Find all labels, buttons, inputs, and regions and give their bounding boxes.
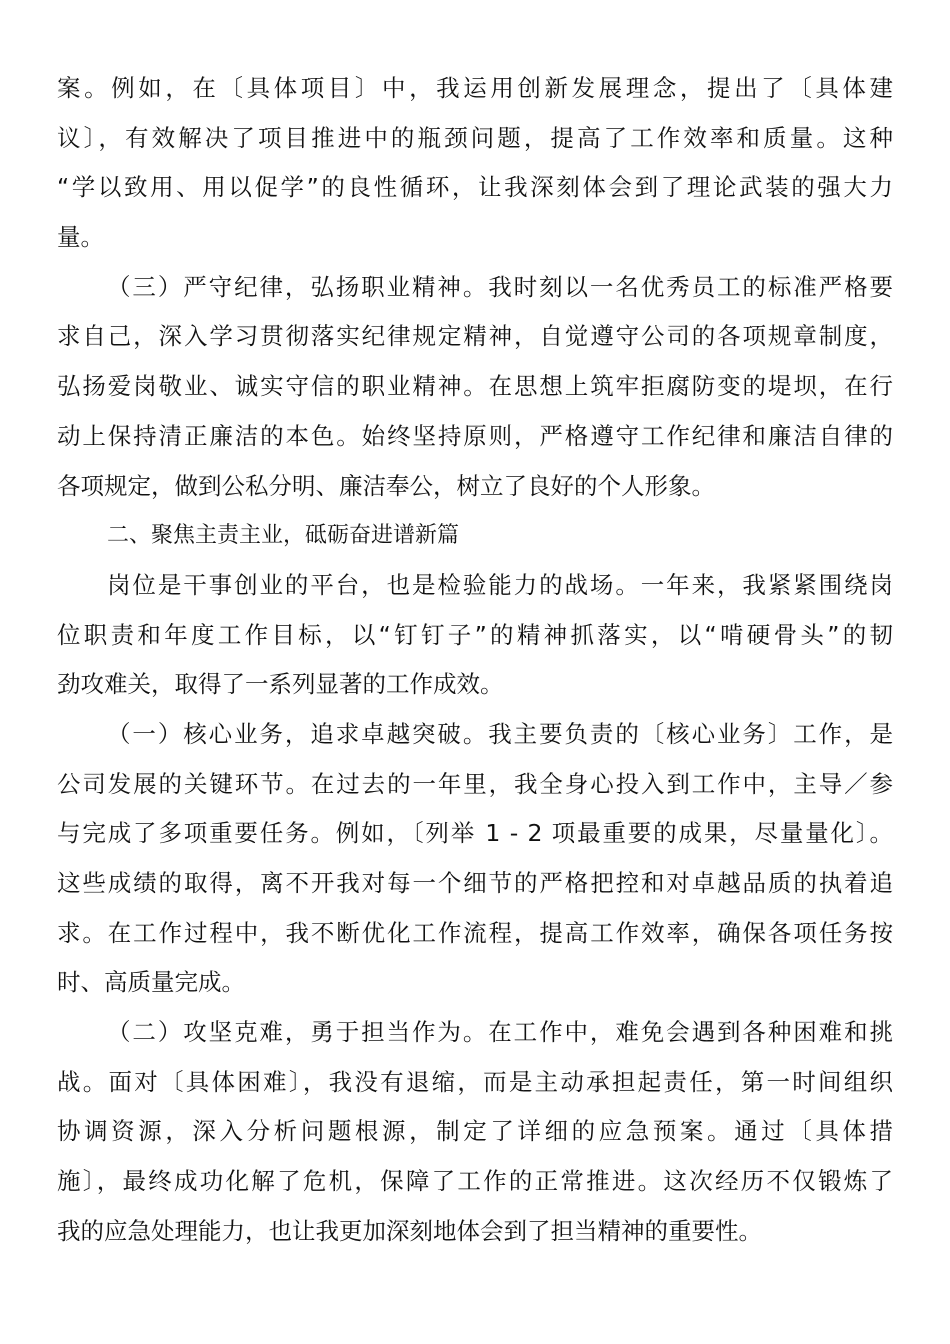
text-line: 时、高质量完成。 xyxy=(57,968,245,997)
text-line: 公司发展的关键环节。在过去的一年里，我全身心投入到工作中，主导／参 xyxy=(57,769,893,798)
paragraph-part-2-intro xyxy=(57,561,893,710)
text-line: 弘扬爱岗敬业、诚实守信的职业精神。在思想上筑牢拒腐防变的堤坝，在行 xyxy=(57,372,893,401)
text-line: 案。例如，在〔具体项目〕中，我运用创新发展理念，提出了〔具体建 xyxy=(57,74,893,102)
text-line: 量。 xyxy=(57,223,104,252)
text-line: 各项规定，做到公私分明、廉洁奉公，树立了良好的个人形象。 xyxy=(57,471,715,500)
text-line: 位职责和年度工作目标，以“钉钉子”的精神抓落实，以“啃硬骨头”的韧 xyxy=(57,620,893,649)
document-page xyxy=(57,64,893,1257)
text-line: “学以致用、用以促学”的良性循环，让我深刻体会到了理论武装的强大力 xyxy=(57,173,893,202)
paragraph-continuation xyxy=(57,64,893,263)
text-line: 战。面对〔具体困难〕，我没有退缩，而是主动承担起责任，第一时间组织 xyxy=(57,1067,893,1096)
text-line: 劲攻难关，取得了一系列显著的工作成效。 xyxy=(57,670,504,699)
text-line: 这些成绩的取得，离不开我对每一个细节的严格把控和对卓越品质的执着追 xyxy=(57,869,893,897)
text-line: （一）核心业务，追求卓越突破。我主要负责的〔核心业务〕工作，是 xyxy=(107,719,893,748)
paragraph-part-2-item-1 xyxy=(57,710,893,1008)
text-line: （三）严守纪律，弘扬职业精神。我时刻以一名优秀员工的标准严格要 xyxy=(107,272,893,301)
heading-text: 二、聚焦主责主业，砥砺奋进谱新篇 xyxy=(107,523,460,549)
text-line: 岗位是干事创业的平台，也是检验能力的战场。一年来，我紧紧围绕岗 xyxy=(107,570,893,599)
text-line: 施〕，最终成功化解了危机，保障了工作的正常推进。这次经历不仅锻炼了 xyxy=(57,1167,893,1196)
text-line: 求自己，深入学习贯彻落实纪律规定精神，自觉遵守公司的各项规章制度， xyxy=(57,322,893,351)
text-line: 求。在工作过程中，我不断优化工作流程，提高工作效率，确保各项任务按 xyxy=(57,918,893,947)
paragraph-part-2-item-2 xyxy=(57,1008,893,1256)
text-line: 协调资源，深入分析问题根源，制定了详细的应急预案。通过〔具体措 xyxy=(57,1117,893,1146)
text-line: （二）攻坚克难，勇于担当作为。在工作中，难免会遇到各种困难和挑 xyxy=(107,1018,893,1047)
paragraph-section-3 xyxy=(57,263,893,511)
text-line: 议〕，有效解决了项目推进中的瓶颈问题，提高了工作效率和质量。这种 xyxy=(57,123,893,152)
text-line: 我的应急处理能力，也让我更加深刻地体会到了担当精神的重要性。 xyxy=(57,1216,762,1245)
text-line: 动上保持清正廉洁的本色。始终坚持原则，严格遵守工作纪律和廉洁自律的 xyxy=(57,421,893,450)
section-heading-part-2 xyxy=(57,511,893,561)
text-line: 与完成了多项重要任务。例如，〔列举 1 - 2 项最重要的成果，尽量量化〕。 xyxy=(57,819,893,848)
